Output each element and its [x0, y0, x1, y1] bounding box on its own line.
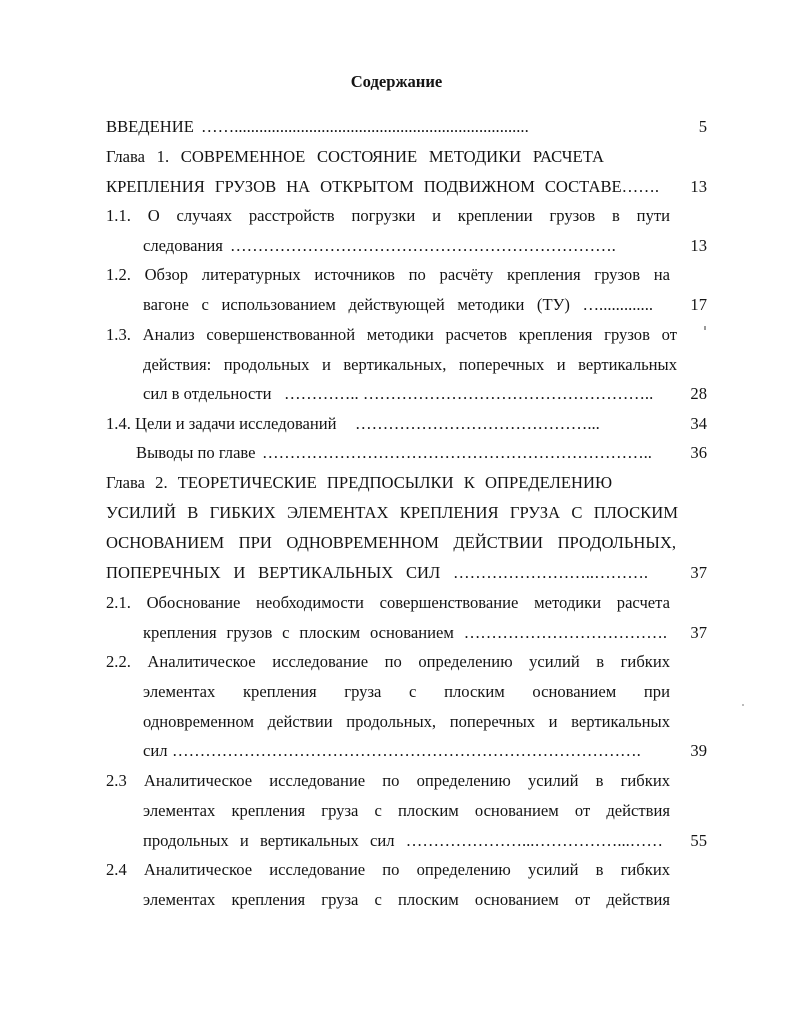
toc-entry-text: элементах крепления груза с плоским основанием от действия [143, 890, 670, 909]
toc-leader-dots: ……....................................................................... [201, 117, 529, 136]
toc-entry-text: УСИЛИЙ В ГИБКИХ ЭЛЕМЕНТАХ КРЕПЛЕНИЯ ГРУЗА С ПЛОСКИМ [106, 503, 678, 522]
toc-page-number: 17 [690, 295, 707, 314]
toc-entry-text: 2.3 Аналитическое исследование по определению усилий в гибких [106, 771, 670, 790]
toc-page-number: 28 [690, 384, 707, 403]
toc-page-number: 37 [690, 563, 707, 582]
toc-page-number: 5 [698, 117, 707, 136]
toc-entry-text: действия: продольных и вертикальных, поперечных и вертикальных [143, 355, 677, 374]
toc-entry-text: элементах крепления груза с плоским основанием от действия [143, 801, 670, 820]
toc-entry-text: одновременном действии продольных, поперечных и вертикальных [143, 712, 670, 731]
toc-entry-text: 1.3. Анализ совершенствованной методики расчетов крепления грузов от [106, 325, 677, 344]
toc-entry-text: Глава 1. СОВРЕМЕННОЕ СОСТОЯНИЕ МЕТОДИКИ РАСЧЕТА [106, 147, 604, 166]
toc-page-number: 13 [690, 177, 707, 196]
toc-leader-dots: …………………………………………………………………………. [172, 741, 641, 760]
toc-entry-text: ПОПЕРЕЧНЫХ И ВЕРТИКАЛЬНЫХ СИЛ ……………………..………. [106, 563, 648, 582]
toc-entry-text: крепления грузов с плоским основанием ………………………………. [143, 623, 667, 642]
toc-leader-dots: …………………………………………………………….. [262, 443, 652, 462]
toc-entry-text: 1.2. Обзор литературных источников по расчёту крепления грузов на [106, 265, 670, 284]
toc-page-number: 13 [690, 236, 707, 255]
toc-entry-text: 2.4 Аналитическое исследование по определению усилий в гибких [106, 860, 670, 879]
scan-speck [742, 704, 744, 706]
toc-entry-text: продольных и вертикальных сил …………………...……………...…… [143, 831, 663, 850]
toc-entry-text: 1.4. Цели и задачи исследований [106, 414, 337, 433]
toc-leader-dots: ………….. …………………………………………….. [284, 384, 654, 403]
toc-entry-text: Выводы по главе [136, 443, 256, 462]
toc-entry-text: элементах крепления груза с плоским основанием при [143, 682, 670, 701]
toc-entry-text: КРЕПЛЕНИЯ ГРУЗОВ НА ОТКРЫТОМ ПОДВИЖНОМ СОСТАВЕ……. [106, 177, 659, 196]
toc-entry-text: 2.1. Обоснование необходимости совершенствование методики расчета [106, 593, 670, 612]
toc-entry-text: следования [143, 236, 223, 255]
toc-entry-text: Глава 2. ТЕОРЕТИЧЕСКИЕ ПРЕДПОСЫЛКИ К ОПРЕДЕЛЕНИЮ [106, 473, 612, 492]
page-title: Содержание [350, 72, 443, 91]
toc-page-number: 39 [690, 741, 707, 760]
toc-page-number: 37 [690, 623, 707, 642]
toc-page-number: 36 [690, 443, 707, 462]
toc-page-number: 34 [690, 414, 707, 433]
toc-page-number: 55 [690, 831, 707, 850]
toc-entry-text: сил в отдельности [143, 384, 272, 403]
toc-entry-text: 2.2. Аналитическое исследование по определению усилий в гибких [106, 652, 670, 671]
toc-entry-text: вагоне с использованием действующей методики (ТУ) …............. [143, 295, 653, 314]
toc-entry-text: ОСНОВАНИЕМ ПРИ ОДНОВРЕМЕННОМ ДЕЙСТВИИ ПРОДОЛЬНЫХ, [106, 533, 676, 552]
toc-leader-dots: ……………………………………... [355, 414, 600, 433]
scan-speck [704, 326, 706, 330]
toc-entry-text: ВВЕДЕНИЕ [106, 117, 194, 136]
toc-entry-text: сил [143, 741, 168, 760]
toc-leader-dots: ……………………………………………………………. [230, 236, 616, 255]
toc-entry-text: 1.1. О случаях расстройств погрузки и креплении грузов в пути [106, 206, 670, 225]
